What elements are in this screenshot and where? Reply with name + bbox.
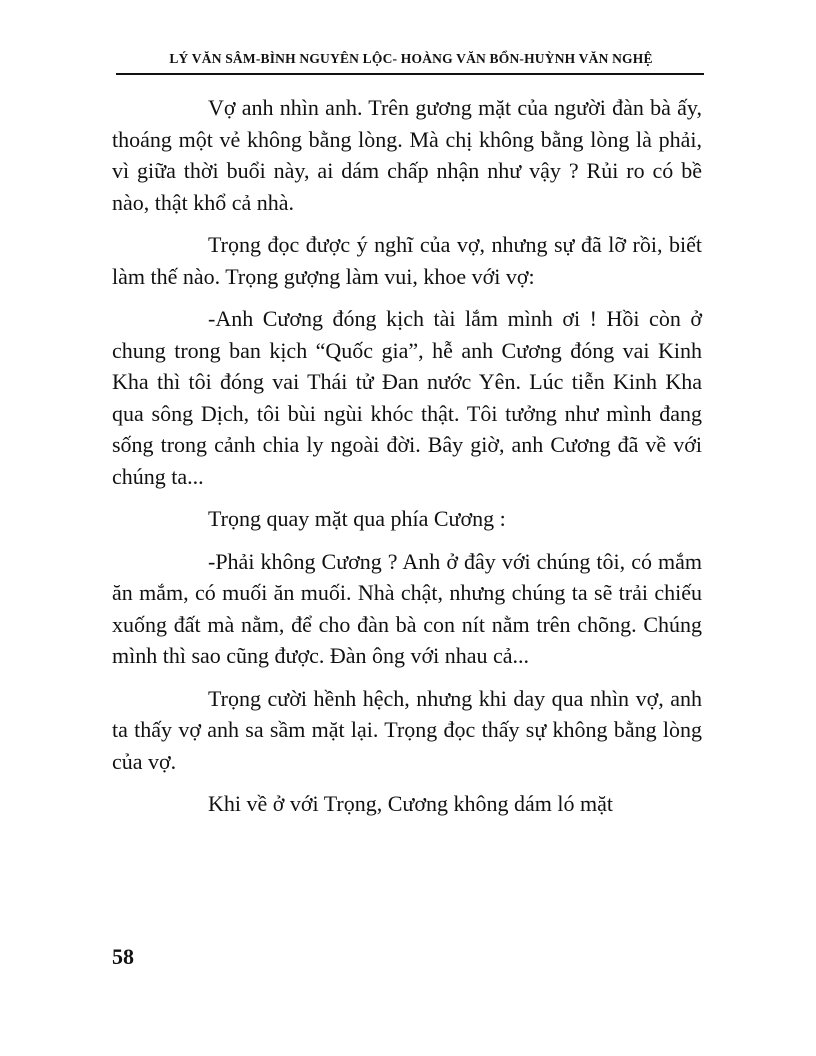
paragraph: Trọng quay mặt qua phía Cương : [208, 506, 506, 531]
paragraph: -Phải không Cương ? Anh ở đây với chúng tôi, có mắm ăn mắm, có muối ăn muối. Nhà chật, nhưng chúng ta sẽ trải chiếu xuống đất mà nằm, để cho đàn bà con nít nằm trên chõng. Chúng mình thì sao cũng được. Đàn ông với nhau cả... [112, 548, 702, 668]
paragraph: Trọng cười hềnh hệch, nhưng khi day qua nhìn vợ, anh ta thấy vợ anh sa sầm mặt lại. Trọng đọc thấy sự không bằng lòng của vợ. [112, 685, 702, 774]
running-header: LÝ VĂN SÂM-BÌNH NGUYÊN LỘC- HOÀNG VĂN BỔN-HUỲNH VĂN NGHỆ [169, 51, 653, 66]
header-rule [116, 73, 704, 75]
paragraph: Khi về ở với Trọng, Cương không dám ló mặt [208, 791, 613, 816]
body-text [112, 92, 702, 820]
paragraph: -Anh Cương đóng kịch tài lắm mình ơi ! Hồi còn ở chung trong ban kịch “Quốc gia”, hễ anh Cương đóng vai Kinh Kha thì tôi đóng vai Thái tử Đan nước Yên. Lúc tiễn Kinh Kha qua sông Dịch, tôi bùi ngùi khóc thật. Tôi tưởng như mình đang sống trong cảnh chia ly ngoài đời. Bây giờ, anh Cương đã về với chúng ta... [112, 306, 702, 489]
paragraph: Trọng đọc được ý nghĩ của vợ, nhưng sự đã lỡ rồi, biết làm thế nào. Trọng gượng làm vui, khoe với vợ: [112, 232, 702, 289]
page-number: 58 [112, 944, 134, 969]
paragraph: Vợ anh nhìn anh. Trên gương mặt của người đàn bà ấy, thoáng một vẻ không bằng lòng. Mà chị không bằng lòng là phải, vì giữa thời buổi này, ai dám chấp nhận như vậy ? Rủi ro có bề nào, thật khổ cả nhà. [112, 95, 702, 215]
